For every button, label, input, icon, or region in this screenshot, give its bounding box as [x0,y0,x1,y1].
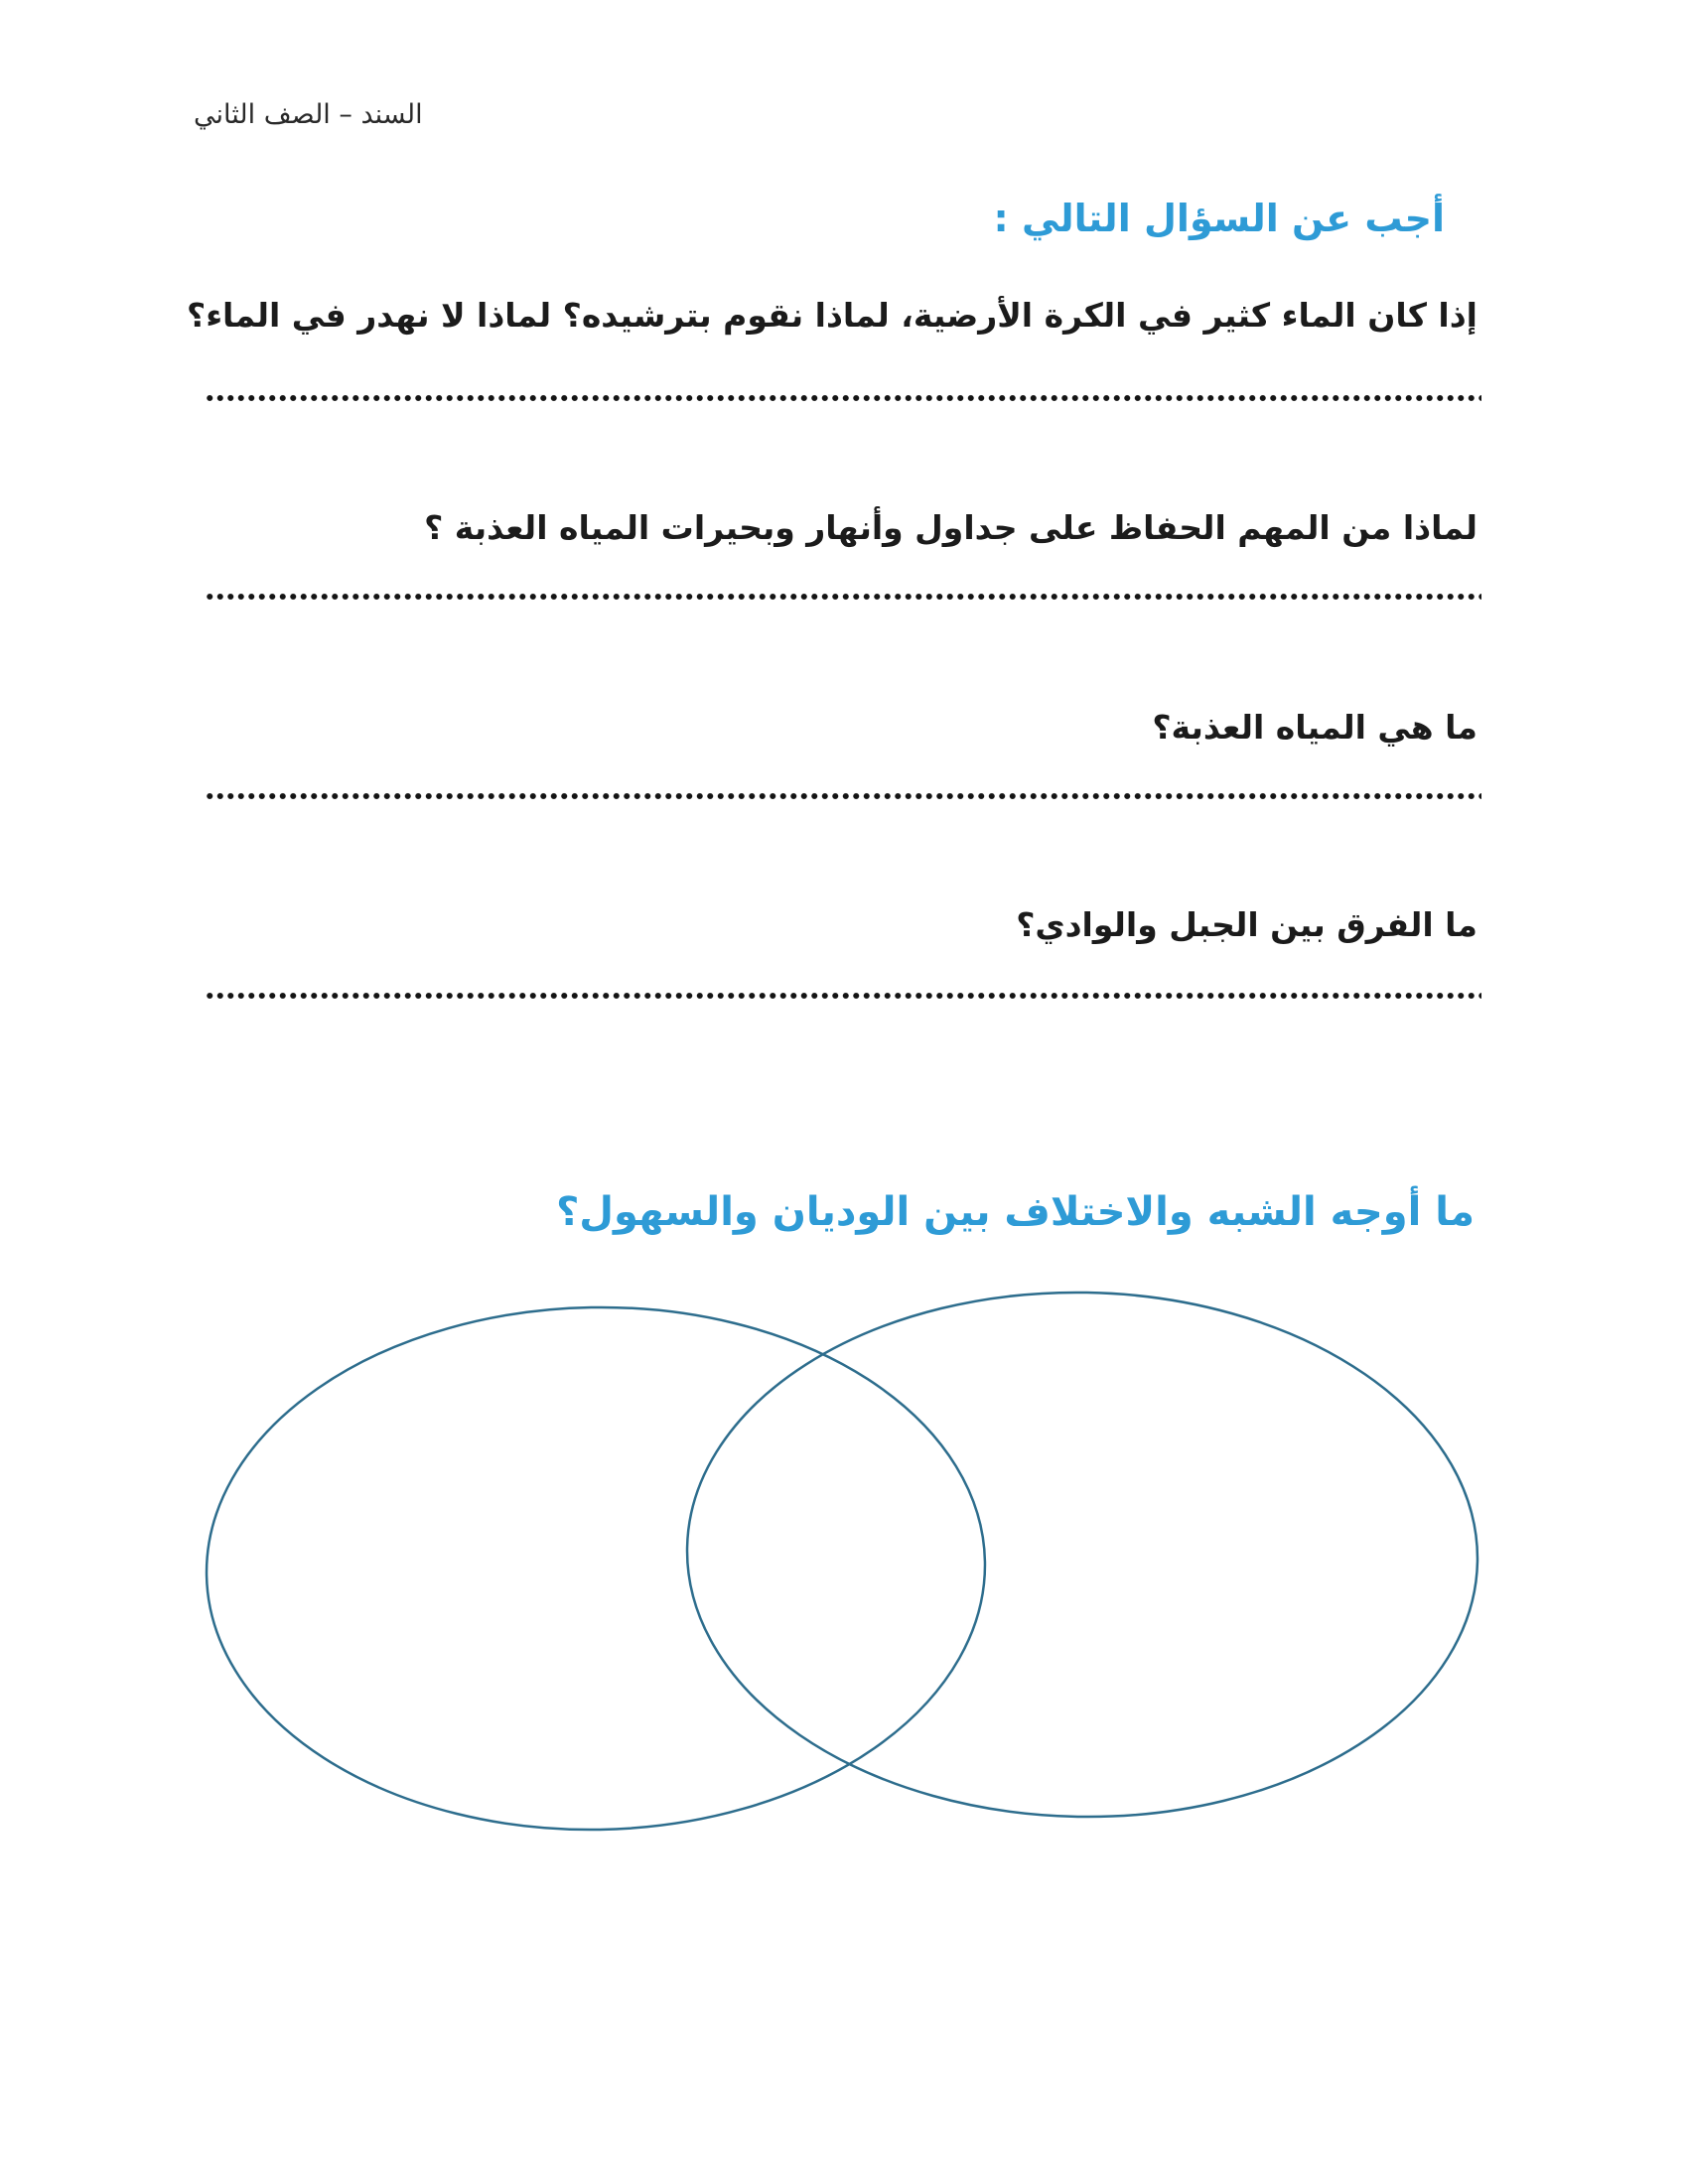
question-text-3: ما هي المياه العذبة؟ [1152,708,1477,747]
question-text-2: لماذا من المهم الحفاظ على جداول وأنهار وبحيرات المياه العذبة ؟ [424,508,1477,547]
question-text-1: إذا كان الماء كثير في الكرة الأرضية، لماذا نقوم بترشيده؟ لماذا لا نهدر في الماء؟ [187,296,1477,335]
answer-dotted-line-1 [205,393,1481,403]
venn-right-ellipse [682,1286,1481,1824]
document-header: السند – الصف الثاني [194,99,423,130]
answer-dotted-line-4 [205,991,1481,1001]
venn-section-heading: ما أوجه الشبه والاختلاف بين الوديان والسهول؟ [556,1189,1475,1235]
venn-left-ellipse [202,1300,989,1837]
questions-section-heading: أجب عن السؤال التالي : [993,197,1445,240]
venn-diagram [199,1281,1499,1846]
answer-dotted-line-3 [205,791,1481,801]
question-text-4: ما الفرق بين الجبل والوادي؟ [1016,905,1477,944]
answer-dotted-line-2 [205,592,1481,602]
